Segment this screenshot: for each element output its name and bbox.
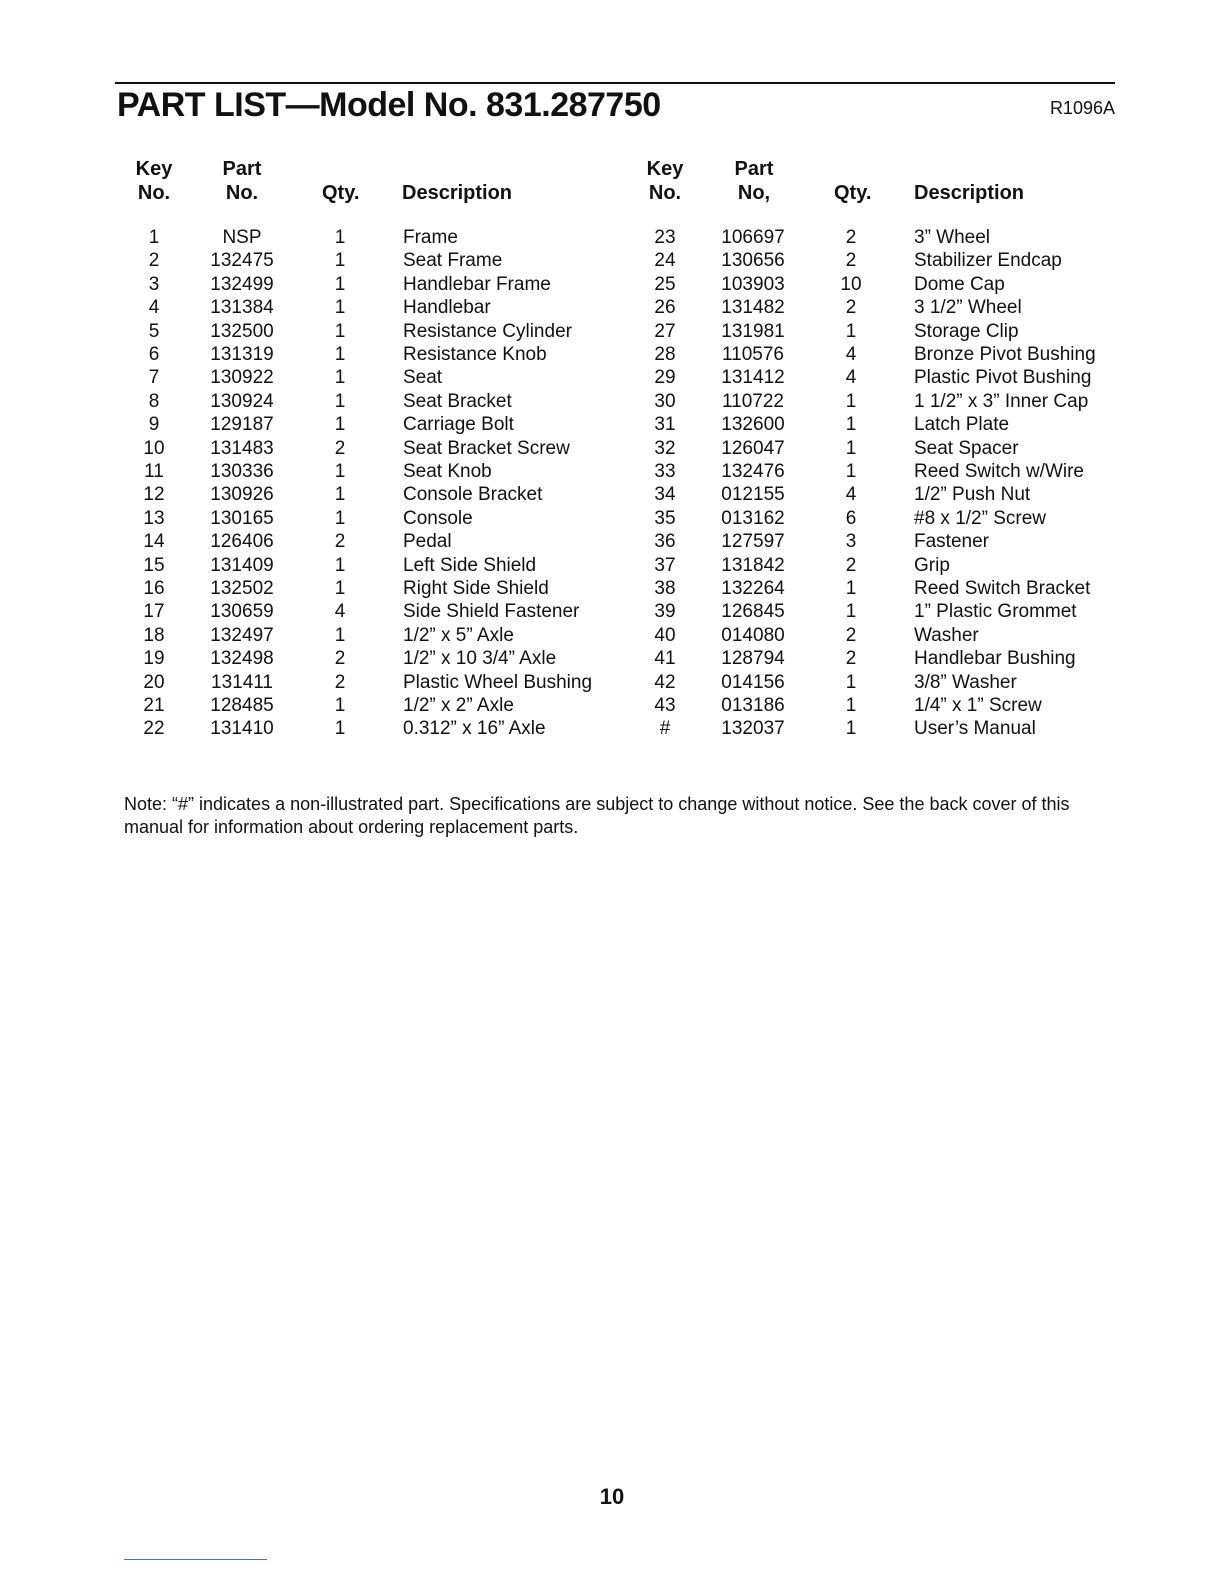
qty-cell: 1 bbox=[845, 390, 857, 412]
qty-cell: 1 bbox=[334, 484, 346, 506]
part-no-cell: 132037 bbox=[721, 718, 785, 740]
part-no-cell: 132476 bbox=[721, 461, 785, 482]
key-no-cell: 6 bbox=[148, 344, 160, 365]
part-no-cell: 132498 bbox=[210, 648, 274, 670]
key-no-cell: # bbox=[659, 718, 671, 740]
key-no-cell: 29 bbox=[654, 367, 676, 389]
description-cell: Left Side Shield bbox=[403, 554, 537, 576]
qty-cell: 2 bbox=[845, 297, 857, 319]
description-cell: Seat Bracket Screw bbox=[403, 437, 570, 459]
key-no-cell: 11 bbox=[144, 461, 164, 482]
qty-cell: 3 bbox=[845, 531, 857, 553]
key-no-cell: 25 bbox=[654, 273, 676, 295]
description-cell: 0.312” x 16” Axle bbox=[403, 718, 546, 740]
part-no-cell: 130924 bbox=[210, 390, 274, 412]
qty-cell: 1 bbox=[334, 624, 346, 646]
key-no-cell: 9 bbox=[148, 414, 160, 436]
key-no-cell: 26 bbox=[654, 297, 676, 319]
description-cell: Stabilizer Endcap bbox=[914, 250, 1062, 272]
key-no-cell: 40 bbox=[654, 624, 676, 646]
description-cell: Dome Cap bbox=[914, 273, 1005, 295]
description-cell: 1” Plastic Grommet bbox=[914, 601, 1077, 623]
qty-cell: 1 bbox=[334, 461, 346, 482]
description-cell: Side Shield Fastener bbox=[403, 601, 580, 623]
qty-cell: 2 bbox=[334, 671, 346, 693]
qty-cell: 1 bbox=[334, 273, 346, 295]
qty-cell: 1 bbox=[334, 414, 346, 436]
description-cell: Reed Switch Bracket bbox=[914, 578, 1091, 599]
part-no-cell: 132475 bbox=[210, 250, 274, 272]
part-no-cell: 126047 bbox=[721, 437, 785, 459]
key-no-cell: 20 bbox=[143, 671, 165, 693]
key-no-cell: 35 bbox=[654, 507, 676, 529]
description-cell: User’s Manual bbox=[914, 718, 1036, 740]
key-no-cell: 16 bbox=[143, 578, 165, 599]
qty-cell: 4 bbox=[334, 601, 346, 623]
description-cell: Right Side Shield bbox=[403, 578, 549, 599]
part-no-cell: 130656 bbox=[721, 250, 785, 272]
part-no-cell: 130926 bbox=[210, 484, 274, 506]
description-cell: Reed Switch w/Wire bbox=[914, 461, 1084, 482]
part-no-cell: 131410 bbox=[210, 718, 274, 740]
header-key-top: Key bbox=[135, 158, 173, 180]
part-no-cell: 131411 bbox=[211, 671, 273, 693]
part-no-cell: 130165 bbox=[210, 507, 274, 529]
description-cell: 1/2” x 10 3/4” Axle bbox=[403, 648, 557, 670]
qty-cell: 1 bbox=[334, 227, 346, 248]
key-no-cell: 8 bbox=[148, 390, 160, 412]
header-part-bottom: No, bbox=[737, 182, 771, 204]
left-header-qty: Qty. bbox=[322, 182, 360, 204]
part-no-cell: 131842 bbox=[721, 554, 785, 576]
part-no-cell: 126845 bbox=[721, 601, 785, 623]
part-no-cell: 131483 bbox=[210, 437, 274, 459]
part-no-cell: 132497 bbox=[210, 624, 274, 646]
description-cell: 1/2” x 2” Axle bbox=[403, 695, 514, 716]
qty-cell: 2 bbox=[845, 648, 857, 670]
qty-cell: 2 bbox=[334, 437, 346, 459]
key-no-cell: 1 bbox=[148, 227, 160, 248]
part-no-cell: 131319 bbox=[210, 344, 274, 365]
key-no-cell: 28 bbox=[654, 344, 676, 365]
key-no-cell: 2 bbox=[148, 250, 160, 272]
description-cell: Console Bracket bbox=[403, 484, 543, 506]
description-cell: #8 x 1/2” Screw bbox=[914, 507, 1046, 529]
description-cell: Fastener bbox=[914, 531, 989, 553]
key-no-cell: 19 bbox=[143, 648, 165, 670]
bottom-rule bbox=[124, 1559, 267, 1560]
description-cell: Bronze Pivot Bushing bbox=[914, 344, 1096, 365]
part-no-cell: 130922 bbox=[210, 367, 274, 389]
part-no-cell: 132499 bbox=[210, 273, 274, 295]
qty-cell: 1 bbox=[845, 320, 857, 342]
part-no-cell: 132502 bbox=[210, 578, 274, 599]
part-no-cell: 131482 bbox=[721, 297, 785, 319]
key-no-cell: 38 bbox=[654, 578, 676, 599]
qty-cell: 6 bbox=[845, 507, 857, 529]
part-no-cell: 132264 bbox=[721, 578, 785, 599]
key-no-cell: 24 bbox=[654, 250, 676, 272]
right-header-part bbox=[704, 157, 804, 205]
qty-cell: 1 bbox=[334, 320, 346, 342]
qty-cell: 1 bbox=[845, 578, 857, 599]
footnote: Note: “#” indicates a non-illustrated part. Specifications are subject to change without notice. See the back cover of this manual for information about ordering replacement parts. bbox=[124, 794, 1070, 837]
key-no-cell: 42 bbox=[654, 671, 676, 693]
qty-cell: 1 bbox=[845, 601, 857, 623]
qty-cell: 1 bbox=[334, 507, 346, 529]
part-no-cell: 110722 bbox=[722, 390, 784, 412]
page-number: 10 bbox=[599, 1484, 625, 1509]
qty-cell: 1 bbox=[334, 718, 346, 740]
description-cell: Washer bbox=[914, 624, 979, 646]
key-no-cell: 3 bbox=[148, 273, 160, 295]
description-cell: Resistance Cylinder bbox=[403, 320, 572, 342]
description-cell: Seat Frame bbox=[403, 250, 503, 272]
qty-cell: 1 bbox=[334, 554, 346, 576]
qty-cell: 1 bbox=[334, 695, 346, 716]
qty-cell: 1 bbox=[845, 437, 857, 459]
part-no-cell: 128794 bbox=[721, 648, 785, 670]
description-cell: Storage Clip bbox=[914, 320, 1019, 342]
description-cell: Resistance Knob bbox=[403, 344, 547, 365]
part-no-cell: 131409 bbox=[210, 554, 274, 576]
qty-cell: 1 bbox=[334, 367, 346, 389]
qty-cell: 4 bbox=[845, 367, 857, 389]
page-title: PART LIST—Model No. 831.287750 bbox=[117, 86, 661, 124]
part-no-cell: NSP bbox=[222, 227, 262, 248]
key-no-cell: 10 bbox=[143, 437, 165, 459]
qty-cell: 1 bbox=[334, 297, 346, 319]
description-cell: Handlebar Frame bbox=[403, 273, 551, 295]
key-no-cell: 33 bbox=[654, 461, 676, 482]
description-cell: 1/2” x 5” Axle bbox=[403, 624, 514, 646]
right-header-qty: Qty. bbox=[834, 182, 872, 204]
part-no-cell: 130659 bbox=[210, 601, 274, 623]
key-no-cell: 36 bbox=[654, 531, 676, 553]
left-header-part bbox=[192, 157, 292, 205]
left-header-key bbox=[124, 157, 184, 205]
description-cell: 1/2” Push Nut bbox=[914, 484, 1031, 506]
header-part-top: Part bbox=[222, 158, 262, 180]
key-no-cell: 13 bbox=[143, 507, 165, 529]
description-cell: 1/4” x 1” Screw bbox=[914, 695, 1042, 716]
part-no-cell: 128485 bbox=[210, 695, 274, 716]
description-cell: 3/8” Washer bbox=[914, 671, 1017, 693]
key-no-cell: 32 bbox=[654, 437, 676, 459]
left-header-description: Description bbox=[402, 182, 513, 204]
key-no-cell: 41 bbox=[654, 648, 676, 670]
qty-cell: 1 bbox=[845, 671, 857, 693]
header-part-bottom: No. bbox=[225, 182, 259, 204]
part-no-cell: 127597 bbox=[721, 531, 785, 553]
part-no-cell: 129187 bbox=[210, 414, 274, 436]
description-cell: 3 1/2” Wheel bbox=[914, 297, 1022, 319]
part-no-cell: 014156 bbox=[721, 671, 785, 693]
qty-cell: 2 bbox=[845, 554, 857, 576]
qty-cell: 2 bbox=[845, 624, 857, 646]
part-no-cell: 014080 bbox=[721, 624, 785, 646]
form-code: R1096A bbox=[1049, 98, 1115, 118]
description-cell: 1 1/2” x 3” Inner Cap bbox=[914, 390, 1089, 412]
header-part-top: Part bbox=[734, 158, 774, 180]
qty-cell: 1 bbox=[845, 718, 857, 740]
qty-cell: 2 bbox=[845, 227, 857, 248]
header-key-top: Key bbox=[646, 158, 684, 180]
part-no-cell: 103903 bbox=[721, 273, 785, 295]
part-no-cell: 131384 bbox=[210, 297, 274, 319]
qty-cell: 1 bbox=[334, 578, 346, 599]
header-key-bottom: No. bbox=[648, 182, 682, 204]
description-cell: Seat Bracket bbox=[403, 390, 512, 412]
qty-cell: 1 bbox=[334, 390, 346, 412]
key-no-cell: 34 bbox=[654, 484, 676, 506]
qty-cell: 1 bbox=[845, 695, 857, 716]
key-no-cell: 5 bbox=[148, 320, 160, 342]
part-no-cell: 131412 bbox=[721, 367, 785, 389]
description-cell: Latch Plate bbox=[914, 414, 1010, 436]
part-no-cell: 132500 bbox=[210, 320, 274, 342]
key-no-cell: 17 bbox=[143, 601, 165, 623]
part-no-cell: 126406 bbox=[210, 531, 274, 553]
qty-cell: 4 bbox=[845, 484, 857, 506]
qty-cell: 1 bbox=[845, 461, 857, 482]
description-cell: Frame bbox=[403, 227, 458, 248]
description-cell: Seat Knob bbox=[403, 461, 492, 482]
key-no-cell: 4 bbox=[148, 297, 160, 319]
description-cell: Console bbox=[403, 507, 473, 529]
description-cell: Handlebar Bushing bbox=[914, 648, 1076, 670]
key-no-cell: 31 bbox=[654, 414, 676, 436]
description-cell: Handlebar bbox=[403, 297, 491, 319]
key-no-cell: 27 bbox=[654, 320, 676, 342]
key-no-cell: 7 bbox=[148, 367, 160, 389]
part-no-cell: 132600 bbox=[721, 414, 785, 436]
description-cell: Carriage Bolt bbox=[403, 414, 514, 436]
key-no-cell: 37 bbox=[654, 554, 676, 576]
qty-cell: 2 bbox=[334, 531, 346, 553]
qty-cell: 10 bbox=[840, 273, 862, 295]
header-key-bottom: No. bbox=[137, 182, 171, 204]
description-cell: 3” Wheel bbox=[914, 227, 991, 248]
qty-cell: 2 bbox=[845, 250, 857, 272]
part-no-cell: 106697 bbox=[721, 227, 785, 248]
key-no-cell: 12 bbox=[143, 484, 165, 506]
qty-cell: 4 bbox=[845, 344, 857, 365]
right-header-description: Description bbox=[914, 182, 1025, 204]
qty-cell: 1 bbox=[845, 414, 857, 436]
key-no-cell: 21 bbox=[143, 695, 165, 716]
key-no-cell: 39 bbox=[654, 601, 676, 623]
description-cell: Plastic Wheel Bushing bbox=[403, 671, 593, 693]
key-no-cell: 15 bbox=[143, 554, 165, 576]
part-no-cell: 013186 bbox=[721, 695, 785, 716]
part-no-cell: 110576 bbox=[722, 344, 784, 365]
part-no-cell: 013162 bbox=[721, 507, 785, 529]
qty-cell: 1 bbox=[334, 344, 346, 365]
key-no-cell: 22 bbox=[143, 718, 165, 740]
description-cell: Seat Spacer bbox=[914, 437, 1019, 459]
top-rule bbox=[115, 82, 1115, 84]
key-no-cell: 30 bbox=[654, 390, 676, 412]
part-no-cell: 012155 bbox=[721, 484, 785, 506]
key-no-cell: 18 bbox=[143, 624, 165, 646]
key-no-cell: 14 bbox=[143, 531, 165, 553]
part-no-cell: 131981 bbox=[721, 320, 785, 342]
description-cell: Seat bbox=[403, 367, 443, 389]
right-header-key bbox=[635, 157, 695, 205]
qty-cell: 2 bbox=[334, 648, 346, 670]
description-cell: Pedal bbox=[403, 531, 452, 553]
description-cell: Grip bbox=[914, 554, 950, 576]
key-no-cell: 23 bbox=[654, 227, 676, 248]
key-no-cell: 43 bbox=[654, 695, 676, 716]
part-no-cell: 130336 bbox=[210, 461, 274, 482]
description-cell: Plastic Pivot Bushing bbox=[914, 367, 1092, 389]
qty-cell: 1 bbox=[334, 250, 346, 272]
